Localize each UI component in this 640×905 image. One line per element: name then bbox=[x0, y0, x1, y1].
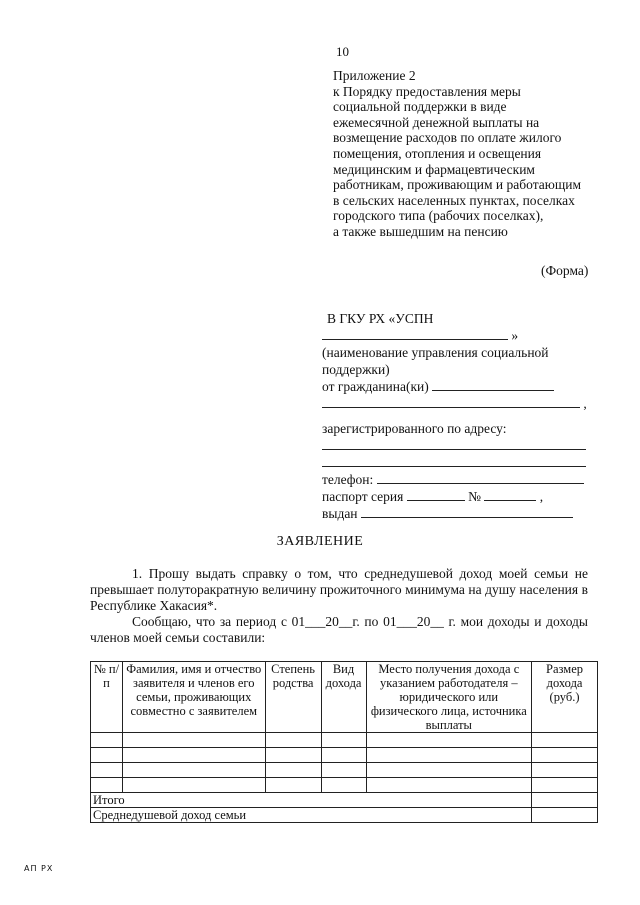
org-note-1: (наименование управления социальной bbox=[322, 345, 549, 360]
phone-label: телефон: bbox=[322, 472, 374, 487]
table-cell[interactable] bbox=[532, 733, 598, 748]
phone-line bbox=[322, 471, 592, 488]
comma: , bbox=[539, 489, 544, 504]
total-row bbox=[91, 793, 598, 808]
annex-line: к Порядку предоставления меры bbox=[333, 83, 521, 99]
passport-line bbox=[322, 488, 592, 505]
paragraph-2: Сообщаю, что за период с 01___20__г. по 01___20__ г. мои доходы и доходы членов моей семьи составили: bbox=[90, 614, 588, 645]
header-income-amount: Размер дохода (руб.) bbox=[532, 662, 598, 733]
address-field-1[interactable] bbox=[322, 437, 586, 450]
phone-field[interactable] bbox=[377, 471, 584, 484]
annex-line: медицинским и фармацевтическим bbox=[333, 161, 535, 177]
table-cell[interactable] bbox=[265, 733, 321, 748]
passport-number-field[interactable] bbox=[484, 488, 536, 501]
table-cell[interactable] bbox=[321, 733, 366, 748]
quote-close: » bbox=[511, 328, 519, 343]
table-cell[interactable] bbox=[321, 748, 366, 763]
issued-label: выдан bbox=[322, 506, 358, 521]
from-line bbox=[322, 378, 592, 395]
passport-series-field[interactable] bbox=[407, 488, 465, 501]
addressee-block bbox=[322, 310, 592, 522]
table-cell[interactable] bbox=[265, 778, 321, 793]
total-amount-cell[interactable] bbox=[532, 793, 598, 808]
annex-line: помещения, отопления и освещения bbox=[333, 145, 542, 161]
address-line-1 bbox=[322, 437, 592, 454]
table-header-row bbox=[91, 662, 598, 733]
registered-label: зарегистрированного по адресу: bbox=[322, 421, 507, 436]
annex-line: возмещение расходов по оплате жилого bbox=[333, 130, 562, 146]
table-cell[interactable] bbox=[122, 748, 265, 763]
footer-mark: АП РХ bbox=[24, 864, 54, 873]
table-cell[interactable] bbox=[122, 778, 265, 793]
table-cell[interactable] bbox=[532, 763, 598, 778]
page-number: 10 bbox=[336, 44, 349, 59]
annex-line: работникам, проживающим и работающим bbox=[333, 177, 582, 193]
address-line-2 bbox=[322, 454, 592, 471]
table-row bbox=[91, 748, 598, 763]
header-income-source: Место получения дохода с указанием работодателя – юридического или физического лица, источника выплаты bbox=[366, 662, 532, 733]
address-field-2[interactable] bbox=[322, 454, 586, 467]
annex-line: ежемесячной денежной выплаты на bbox=[333, 114, 540, 130]
table-cell[interactable] bbox=[366, 733, 532, 748]
annex-heading bbox=[333, 68, 581, 240]
average-income-label: Среднедушевой доход семьи bbox=[91, 808, 532, 823]
table-cell[interactable] bbox=[122, 733, 265, 748]
table-row bbox=[91, 778, 598, 793]
org-name-field[interactable] bbox=[322, 327, 508, 340]
annex-line: в сельских населенных пунктах, поселках bbox=[333, 192, 575, 208]
spacer bbox=[322, 412, 592, 420]
table-cell[interactable] bbox=[91, 778, 123, 793]
average-income-row bbox=[91, 808, 598, 823]
table-cell[interactable] bbox=[91, 763, 123, 778]
comma: , bbox=[583, 396, 587, 411]
org-note-2: поддержки) bbox=[322, 362, 390, 377]
table-row bbox=[91, 733, 598, 748]
issued-line bbox=[322, 505, 592, 522]
annex-line: городского типа (рабочих поселках), bbox=[333, 208, 544, 224]
number-sign: № bbox=[468, 489, 482, 504]
applicant-name-line-2 bbox=[322, 395, 592, 412]
annex-line: социальной поддержки в виде bbox=[333, 99, 507, 115]
header-income-type: Вид дохода bbox=[321, 662, 366, 733]
table-cell[interactable] bbox=[532, 748, 598, 763]
table-cell[interactable] bbox=[265, 763, 321, 778]
org-name-line bbox=[322, 327, 592, 344]
header-number: № п/п bbox=[91, 662, 123, 733]
applicant-name-field-2[interactable] bbox=[322, 395, 580, 408]
addressee-to: В ГКУ РХ «УСПН bbox=[327, 311, 434, 326]
table-cell[interactable] bbox=[366, 778, 532, 793]
table-cell[interactable] bbox=[321, 763, 366, 778]
issued-by-field[interactable] bbox=[361, 505, 573, 518]
passport-label: паспорт серия bbox=[322, 489, 404, 504]
income-table bbox=[90, 661, 598, 823]
table-row bbox=[91, 763, 598, 778]
header-full-name: Фамилия, имя и отчество заявителя и членов его семьи, проживающих совместно с заявителем bbox=[122, 662, 265, 733]
paragraph-1: 1. Прошу выдать справку о том, что среднедушевой доход моей семьи не превышает полуторакратную величину прожиточного минимума на душу населения в Республике Хакасия*. bbox=[90, 566, 588, 613]
table-cell[interactable] bbox=[366, 748, 532, 763]
table-cell[interactable] bbox=[265, 748, 321, 763]
table-cell[interactable] bbox=[122, 763, 265, 778]
document-title: ЗАЯВЛЕНИЕ bbox=[276, 534, 364, 549]
average-income-cell[interactable] bbox=[532, 808, 598, 823]
from-label: от гражданина(ки) bbox=[322, 379, 429, 394]
applicant-name-field[interactable] bbox=[432, 378, 554, 391]
table-cell[interactable] bbox=[321, 778, 366, 793]
table-cell[interactable] bbox=[91, 733, 123, 748]
table-cell[interactable] bbox=[532, 778, 598, 793]
form-label: (Форма) bbox=[541, 263, 589, 278]
table-cell[interactable] bbox=[91, 748, 123, 763]
header-relationship: Степень родства bbox=[265, 662, 321, 733]
annex-line: а также вышедшим на пенсию bbox=[333, 223, 508, 239]
table-cell[interactable] bbox=[366, 763, 532, 778]
total-label: Итого bbox=[91, 793, 532, 808]
annex-line: Приложение 2 bbox=[333, 68, 416, 83]
